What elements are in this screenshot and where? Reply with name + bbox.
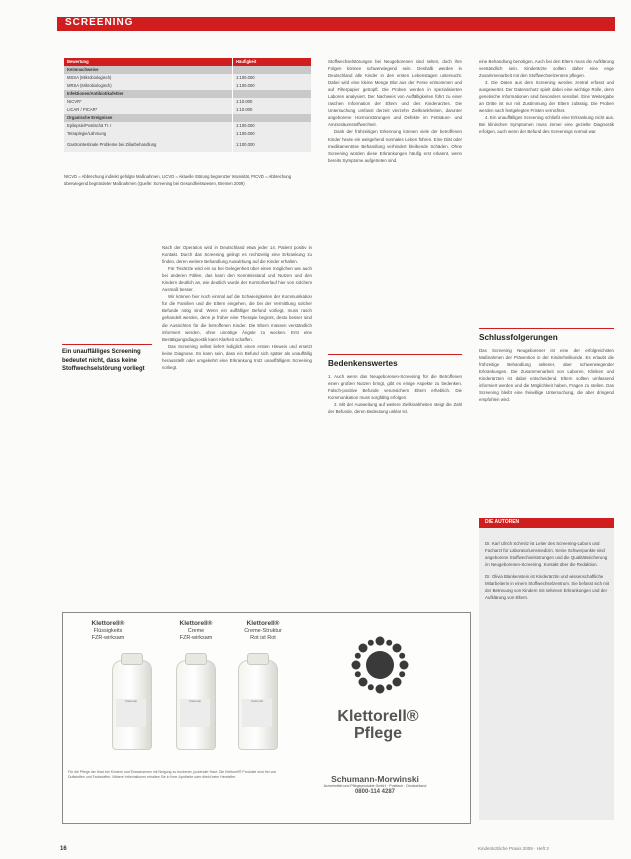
product-type: Creme-Struktur [244, 628, 282, 634]
product-claim: FZR-wirksam [179, 635, 213, 641]
data-table [64, 58, 311, 152]
column-2-top [328, 58, 462, 164]
table-cell: 1:100.000 [233, 138, 312, 152]
table-cell: Tetraplegie/Lähmung [64, 130, 233, 138]
table-cell: Gastrointestinale Probleme bei Ziliarbehandlung [64, 138, 233, 152]
paragraph: Für Tierärzte wird ein so bei Gelegenheit über einen möglichen wie auch bei anderen Fällen, das kann den Kenntnisstand und Nutzen und den Kindern deutlich an, wie deutlich wurde der Kontrollverlauf hier von solchem Ausmaß besser. [162, 266, 312, 293]
divider [479, 328, 614, 329]
divider [328, 354, 462, 355]
table-cell: MSSA (Mikrobiologisch) [64, 74, 233, 82]
table-footnote: NICVD = Abbrechung indirekt gefolgte Maßnahmen, LICVD = Aktuelle Störung begrenzter Intensität, PICVD = Abbrechung überwiegend begründeter Maßnahmen (Quelle: Screening bei Gesundheitswesen, Bremen 2009) [64, 174, 292, 186]
ad-fineprint: Für die Pflege der Haut bei Kindern und Erwachsenen mit Neigung zu trockener, juckender Haut. Die Klettorell® Produkte sind frei von Duftstoffen und Farbstoffen. Nähere Informationen erhalten Sie in Ihrer Apotheke oder direkt beim Hersteller. [68, 770, 277, 779]
paragraph: Stoffwechselstörungen bei Neugeborenen sind selten, doch ihre Folgen können schwerwiegend sein. Deshalb werden in Deutschland alle Kinder in den ersten Lebenstagen untersucht. Dabei wird eine kleine Menge Blut aus der Ferse entnommen und auf Filterpapier getropft. Die Proben werden in spezialisierten Laboren analysiert. Der Nachweis von Auffälligkeiten führt zu einer raschen Information der Eltern und des Kinderarztes. Die Untersuchung umfasst derzeit vierzehn Zielkrankheiten, darunter angeborene Hormonstörungen und Defekte im Fettsäure- und Aminosäurestoffwechsel. [328, 59, 462, 128]
table-cell: 1:100.000 [233, 74, 312, 82]
product-name: Klettorell® [91, 620, 125, 627]
paragraph: Nach der Operation wird in Deutschland etwa jeder 14. Patient positiv in Kontakt. Durch das Screening gelingt es rechtzeitig eine Erkrankung zu finden, deren weitere Behandlung Auswirkung auf die Kinder erhalten. [162, 245, 312, 265]
product-bottle: Klettorell [176, 660, 216, 750]
paragraph: Dank der frühzeitigen Erkennung können viele der betroffenen Kinder heute ein weitgehend normales Leben führen. Eine Diät oder medikamentöse Behandlung verhindert bleibende Schäden. Ohne Screening würden diese Erkrankungen häufig erst erkannt, wenn bereits Symptome aufgetreten sind. [328, 129, 462, 163]
table-cell: 1:10.000 [233, 106, 312, 114]
sun-ray [376, 637, 385, 646]
section-title: SCREENING [65, 17, 134, 28]
paragraph: Wir können hier noch einmal auf die Schwierigkeiten der Kommunikation für die Familien und die Eltern eingehen, die bei der Vermittlung solcher Befunde nötig sind: Wenn ein auffälliger Befund vorliegt, muss rasch gehandelt werden, denn je früher eine Therapie beginnt, desto besser sind die Aussichten für die betroffenen Kinder. Die Eltern müssen verständlich informiert werden, ohne unnötige Ängste zu wecken. Erst eine Bestätigungsdiagnostik kann Klarheit schaffen. [162, 294, 312, 342]
pull-quote: Ein unauffälliges Screening bedeutet nicht, dass keine Stoffwechselstörung vorliegt [62, 344, 152, 374]
table-cell: Infektionen/Antibiotikafehler [64, 90, 233, 98]
product-bottle: Klettorell [238, 660, 278, 750]
paragraph: 4. Ein unauffälliges Screening schließt eine Erkrankung nicht aus. Bei klinischen Symptomen muss immer eine gezielte Diagnostik erfolgen, auch wenn der Befund des Screenings normal war. [479, 115, 614, 135]
sun-ray [393, 678, 402, 687]
sun-ray [368, 640, 374, 646]
table-header: Häufigkeit [233, 58, 312, 66]
sun-ray [399, 671, 405, 677]
authors-header [479, 518, 614, 528]
table-cell: LICAR / PICAR* [64, 106, 233, 114]
product-claim: Rot ist Rot [250, 635, 276, 641]
company-subtitle: Arzneimittel und Pflegeprodukte GmbH · Postfach · Deutschland [323, 784, 427, 788]
table-row [64, 98, 311, 106]
sun-ray [352, 661, 361, 670]
author-bio: Dr. Karl Ulrich Schmitz ist Leiter des Screening-Labors und Facharzt für Laboratoriumsmedizin. Seine Schwerpunkte sind angeborene Stoffwechselstörungen und die Qualitätssicherung im Neugeborenen-Screening. Kontakt über die Redaktion. [485, 541, 608, 568]
authors-text [485, 540, 610, 606]
product-type: Creme [187, 628, 205, 634]
sun-ray [393, 644, 402, 653]
sun-logo-icon [345, 630, 415, 700]
product-type: Flüssigkeits [93, 628, 123, 634]
column-3-top [479, 58, 614, 136]
table-cell [233, 90, 312, 98]
table-row [64, 114, 311, 122]
section-header [57, 17, 615, 31]
product-label [78, 620, 138, 642]
table-row [64, 66, 311, 74]
brand-logo: Klettorell® Pflege [337, 708, 419, 742]
authors-title: DIE AUTOREN [485, 519, 520, 525]
sun-ray [386, 640, 392, 646]
company-block [300, 774, 450, 795]
paragraph: eine Behandlung benötigen. Auch bei den Eltern muss die Aufklärung verständlich sein. Kinderärzte sollten daher eine enge Zusammenarbeit mit den Stoffwechselzentren pflegen. [479, 59, 614, 79]
product-claim: FZR-wirksam [91, 635, 125, 641]
table-row [64, 130, 311, 138]
author-bio: Dr. Olivia Blankenstein ist Kinderärztin und wissenschaftliche Mitarbeiterin in einem Stoffwechselzentrum. Sie befasst sich mit der Betreuung von Kindern mit seltenen Erkrankungen und der Aufklärung von Eltern. [485, 574, 610, 601]
column-3-bottom [479, 347, 614, 403]
table-cell: 1:100.000 [233, 122, 312, 130]
subheading: Schlussfolgerungen [479, 333, 558, 342]
table-cell: 1:10.000 [233, 98, 312, 106]
list-item: 2. Mit der Ausweitung auf weitere Zielkrankheiten steigt die Zahl der Befunde, deren Bedeutung unklar ist. [328, 402, 462, 415]
table-row [64, 90, 311, 98]
sun-ray [399, 653, 405, 659]
company-phone: 0800-114 4287 [354, 789, 396, 795]
table-row [64, 122, 311, 130]
journal-footer: Kinderärztliche Praxis 2009 · Heft 3 [478, 846, 549, 851]
table-cell: MRSA (Mikrobiologisch) [64, 82, 233, 90]
table-cell: Organische Ereignisse [64, 114, 233, 122]
list-item: 1. Auch wenn das Neugeborenen-Screening für die Betroffenen einen großen Nutzen bringt, gibt es einige Aspekte zu bedenken. Falsch-positive Befunde verunsichern Eltern erheblich. Die Kommunikation muss sorgfältig erfolgen. [328, 374, 462, 401]
table-row [64, 82, 311, 90]
product-label [166, 620, 226, 642]
sun-ray [359, 678, 368, 687]
table-cell: 1:100.000 [233, 82, 312, 90]
company-name: Schumann-Morwinski [331, 774, 419, 784]
table-cell: Epilepsie/Postischä Tr. I [64, 122, 233, 130]
table-cell: 1:100.000 [233, 130, 312, 138]
paragraph: Das Screening Neugeborener ist eine der erfolgreichsten Maßnahmen der Prävention in der Kinderheilkunde. Es erlaubt die frühzeitige Behandlung seltener, aber schwerwiegender Erkrankungen. Die Zusammenarbeit von Laboren, Kliniken und Kinderärzten ist dabei entscheidend. Eltern sollten umfassend informiert werden und die Möglichkeit haben, Fragen zu stellen. Das Screening bleibt eine freiwillige Untersuchung, die aber dringend empfohlen wird. [479, 348, 614, 403]
product-bottle: Klettorell [112, 660, 152, 750]
product-name: Klettorell® [246, 620, 280, 627]
sun-ray [359, 644, 368, 653]
sun-ray [368, 684, 374, 690]
table-header: Bewertung [64, 58, 233, 66]
sun-ray [400, 661, 409, 670]
page-number: 16 [60, 846, 67, 852]
column-2-bottom [328, 373, 462, 415]
table-row [64, 138, 311, 152]
table-cell: NICVR* [64, 98, 233, 106]
paragraph: 3. Die Daten aus dem Screening werden zentral erfasst und ausgewertet. Der Datenschutz spielt dabei eine wichtige Rolle, denn genetische Informationen sind besonders sensibel. Eine Weitergabe an Dritte ist nur mit Zustimmung der Eltern zulässig. Die Proben werden nach festgelegten Fristen vernichtet. [479, 80, 614, 114]
table-row [64, 74, 311, 82]
product-label [228, 620, 298, 642]
table-row [64, 106, 311, 114]
table-cell [233, 66, 312, 74]
sun-ray [355, 671, 361, 677]
subheading: Bedenkenswertes [328, 359, 398, 368]
table-header-row [64, 58, 311, 66]
column-1 [162, 244, 312, 371]
sun-ray [355, 653, 361, 659]
sun-ray [386, 684, 392, 690]
table-cell [233, 114, 312, 122]
product-name: Klettorell® [179, 620, 213, 627]
sun-ray [376, 685, 385, 694]
table-cell: Keimnachweise [64, 66, 233, 74]
paragraph: Das Screening selbst liefert lediglich einen ersten Hinweis und ersetzt keine Diagnose. Es kann sein, dass ein Befund sich später als unauffällig herausstellt oder umgekehrt eine Erkrankung trotz unauffälligem Screening vorliegt. [162, 343, 312, 370]
